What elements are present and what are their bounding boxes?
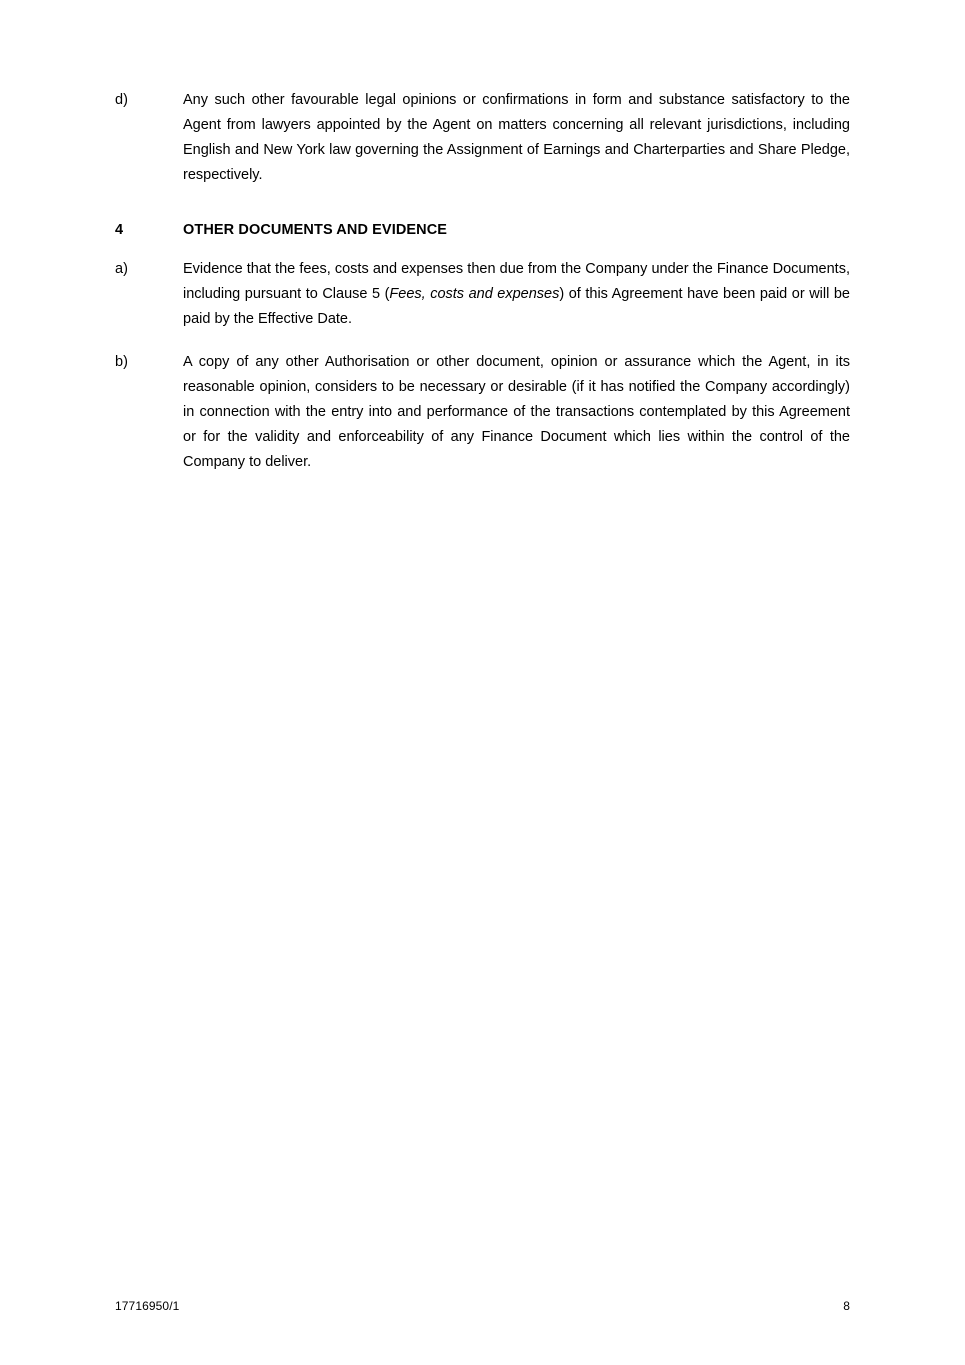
- section-item-marker: b): [115, 354, 128, 370]
- document-reference: 17716950/1: [115, 1299, 180, 1313]
- clause-marker: d): [115, 92, 128, 108]
- section-item-text-after: ) of this Agreement have been paid or will be paid by the Effective Date.: [183, 286, 850, 327]
- page-number: 8: [843, 1299, 850, 1313]
- section-number: 4: [115, 222, 124, 238]
- clause-text: Any such other favourable legal opinions or confirmations in form and substance satisfactory to the Agent from lawyers appointed by the Agent on matters concerning all relevant jurisdictions, including English and New York law governing the Assignment of Earnings and Charterparties and Share Pledge, respectively.: [183, 92, 850, 183]
- document-content: [115, 88, 850, 497]
- section-item-text-before: Evidence that the fees, costs and expenses then due from the Company under the Finance Documents, including pursuant to Clause 5 (: [183, 261, 850, 302]
- section-item-b: [115, 350, 850, 475]
- section-item-text: A copy of any other Authorisation or other document, opinion or assurance which the Agent, in its reasonable opinion, considers to be necessary or desirable (if it has notified the Company accordingly) in connection with the entry into and performance of the transactions contemplated by this Agreement or for the validity and enforceability of any Finance Document which lies within the control of the Company to deliver.: [183, 354, 850, 470]
- section-item-a: [115, 257, 850, 332]
- section-item-marker: a): [115, 261, 128, 277]
- section-title: OTHER DOCUMENTS AND EVIDENCE: [183, 222, 448, 238]
- page-footer: [115, 1299, 850, 1313]
- section-heading: [115, 218, 850, 243]
- section-item-text: [183, 257, 850, 332]
- section-item-text-italic: Fees, costs and expenses: [389, 286, 560, 302]
- clause-d: [115, 88, 850, 188]
